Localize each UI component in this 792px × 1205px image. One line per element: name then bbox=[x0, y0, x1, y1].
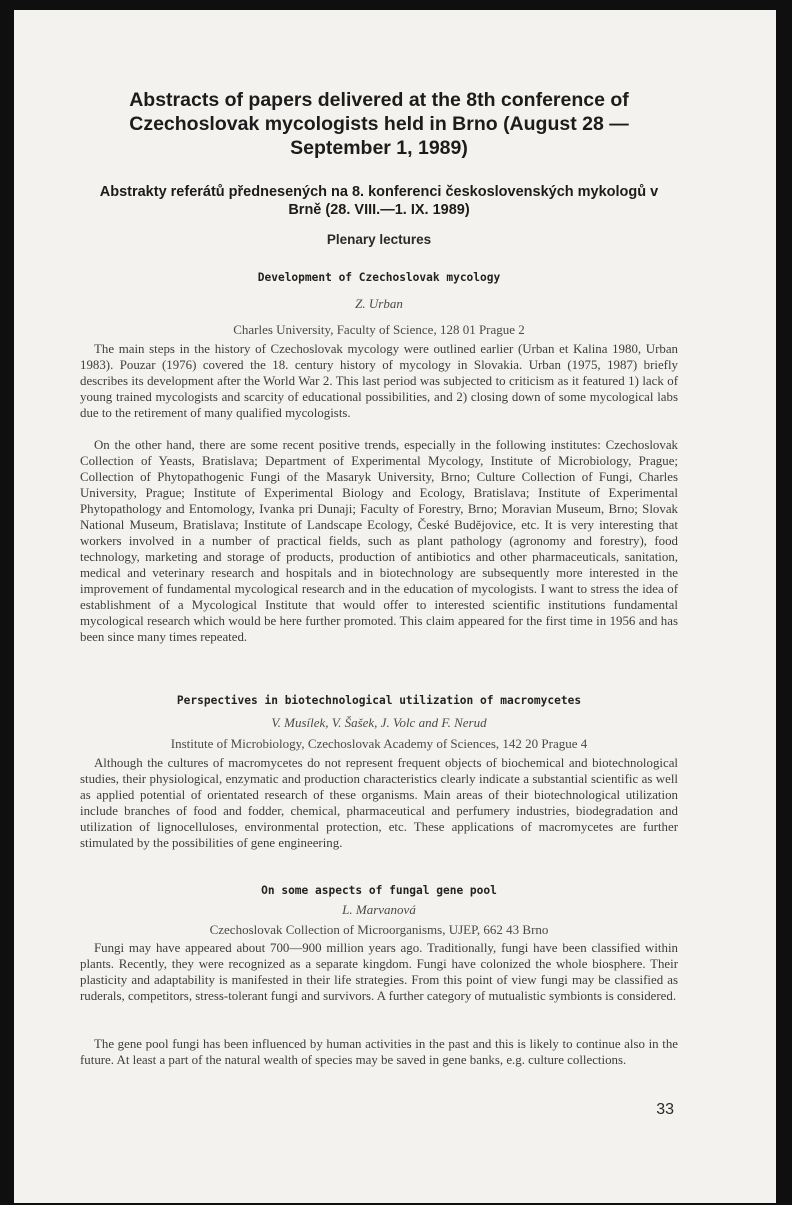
section-heading: Plenary lectures bbox=[326, 232, 432, 247]
article-paragraph: The gene pool fungi has been influenced by human activities in the past and this is likely to continue also in the future. At least a part of the natural wealth of species may be saved in gene banks, e.g. culture collections. bbox=[80, 1037, 678, 1068]
article-authors: V. Musílek, V. Šašek, J. Volc and F. Nerud bbox=[271, 715, 487, 730]
article-paragraph: Although the cultures of macromycetes do not represent frequent objects of biochemical and biotechnological studies, their physiological, enzymatic and production characteristics clearly indicate a substantial scientific as well as applied potential of orientated research of these organisms. Main areas of their biotechnological utilization include branches of food and fodder, chemical, pharmaceutical and perfumery industries, biodegradation and utilization of lignocelluloses, environmental protection, etc. These applications of macromycetes are further stimulated by the possibilities of gene engineering. bbox=[80, 756, 678, 851]
article-affiliation: Czechoslovak Collection of Microorganisms, UJEP, 662 43 Brno bbox=[209, 922, 549, 937]
article-paragraph: On the other hand, there are some recent positive trends, especially in the following institutes: Czechoslovak Collection of Yeasts, Bratislava; Department of Experimental Mycology, Institute of Microbiology, Prague; Collection of Phytopathogenic Fungi of the Masaryk University, Brno; Culture Collection of Fungi, Charles University, Prague; Institute of Experimental Biology and Ecology, Bratislava; Institute of Experimental Phytopathology and Entomology, Ivanka pri Dunaji; Faculty of Forestry, Brno; Moravian Museum, Brno; Slovak National Museum, Bratislava; Institute of Landscape Ecology, České Budějovice, etc. It is very interesting that workers involved in a number of practical fields, such as plant pathology (agronomy and forestry), food technology, marketing and storage of products, production of antibiotics and other pharmaceuticals, sanitation, medical and veterinary research and hospitals and in biotechnology are subsequently more interested in the improvement of fundamental mycological research and in the education of mycologists. I want to stress the idea of establishment of a Mycological Institute that would offer to interested scientific institutions fundamental mycological research which would be here further promoted. This claim appeared for the first time in 1956 and has been since many times repeated. bbox=[80, 438, 678, 645]
article-affiliation: Institute of Microbiology, Czechoslovak Academy of Sciences, 142 20 Prague 4 bbox=[170, 736, 588, 751]
article-title: Perspectives in biotechnological utilization of macromycetes bbox=[176, 694, 582, 707]
page-number: 33 bbox=[656, 1101, 674, 1118]
article-title: On some aspects of fungal gene pool bbox=[261, 884, 497, 897]
article-paragraph: The main steps in the history of Czechoslovak mycology were outlined earlier (Urban et Kalina 1980, Urban 1983). Pouzar (1976) covered the 18. century history of mycology in Slovakia. Urban (1975, 1987) briefly describes its development after the World War 2. This last period was subjected to criticism as it featured 1) lack of young trained mycologists and scarcity of educational possibilities, and 2) closing down of some mycological labs due to the retirement of many qualified mycologists. bbox=[80, 342, 678, 421]
article-authors: Z. Urban bbox=[355, 296, 403, 311]
article-paragraph: Fungi may have appeared about 700—900 million years ago. Traditionally, fungi have been classified within plants. Recently, they were recognized as a separate kingdom. Fungi have colonized the whole biosphere. Their plasticity and adaptability is manifested in their life strategies. From this point of view fungi may be classified as ruderals, competitors, stress-tolerant fungi and survivors. A further category of mutualistic symbionts is considered. bbox=[80, 941, 678, 1004]
czech-subtitle: Abstrakty referátů přednesených na 8. konferenci československých mykologů v Brně (28. VIII.—1. IX. 1989) bbox=[99, 184, 659, 218]
article-affiliation: Charles University, Faculty of Science, 128 01 Prague 2 bbox=[233, 322, 525, 337]
page-sheet bbox=[14, 10, 776, 1203]
article-title: Development of Czechoslovak mycology bbox=[257, 271, 501, 284]
main-title: Abstracts of papers delivered at the 8th conference of Czechoslovak mycologists held in Brno (August 28 — September 1, 1989) bbox=[129, 89, 629, 159]
article-authors: L. Marvanová bbox=[342, 902, 416, 917]
